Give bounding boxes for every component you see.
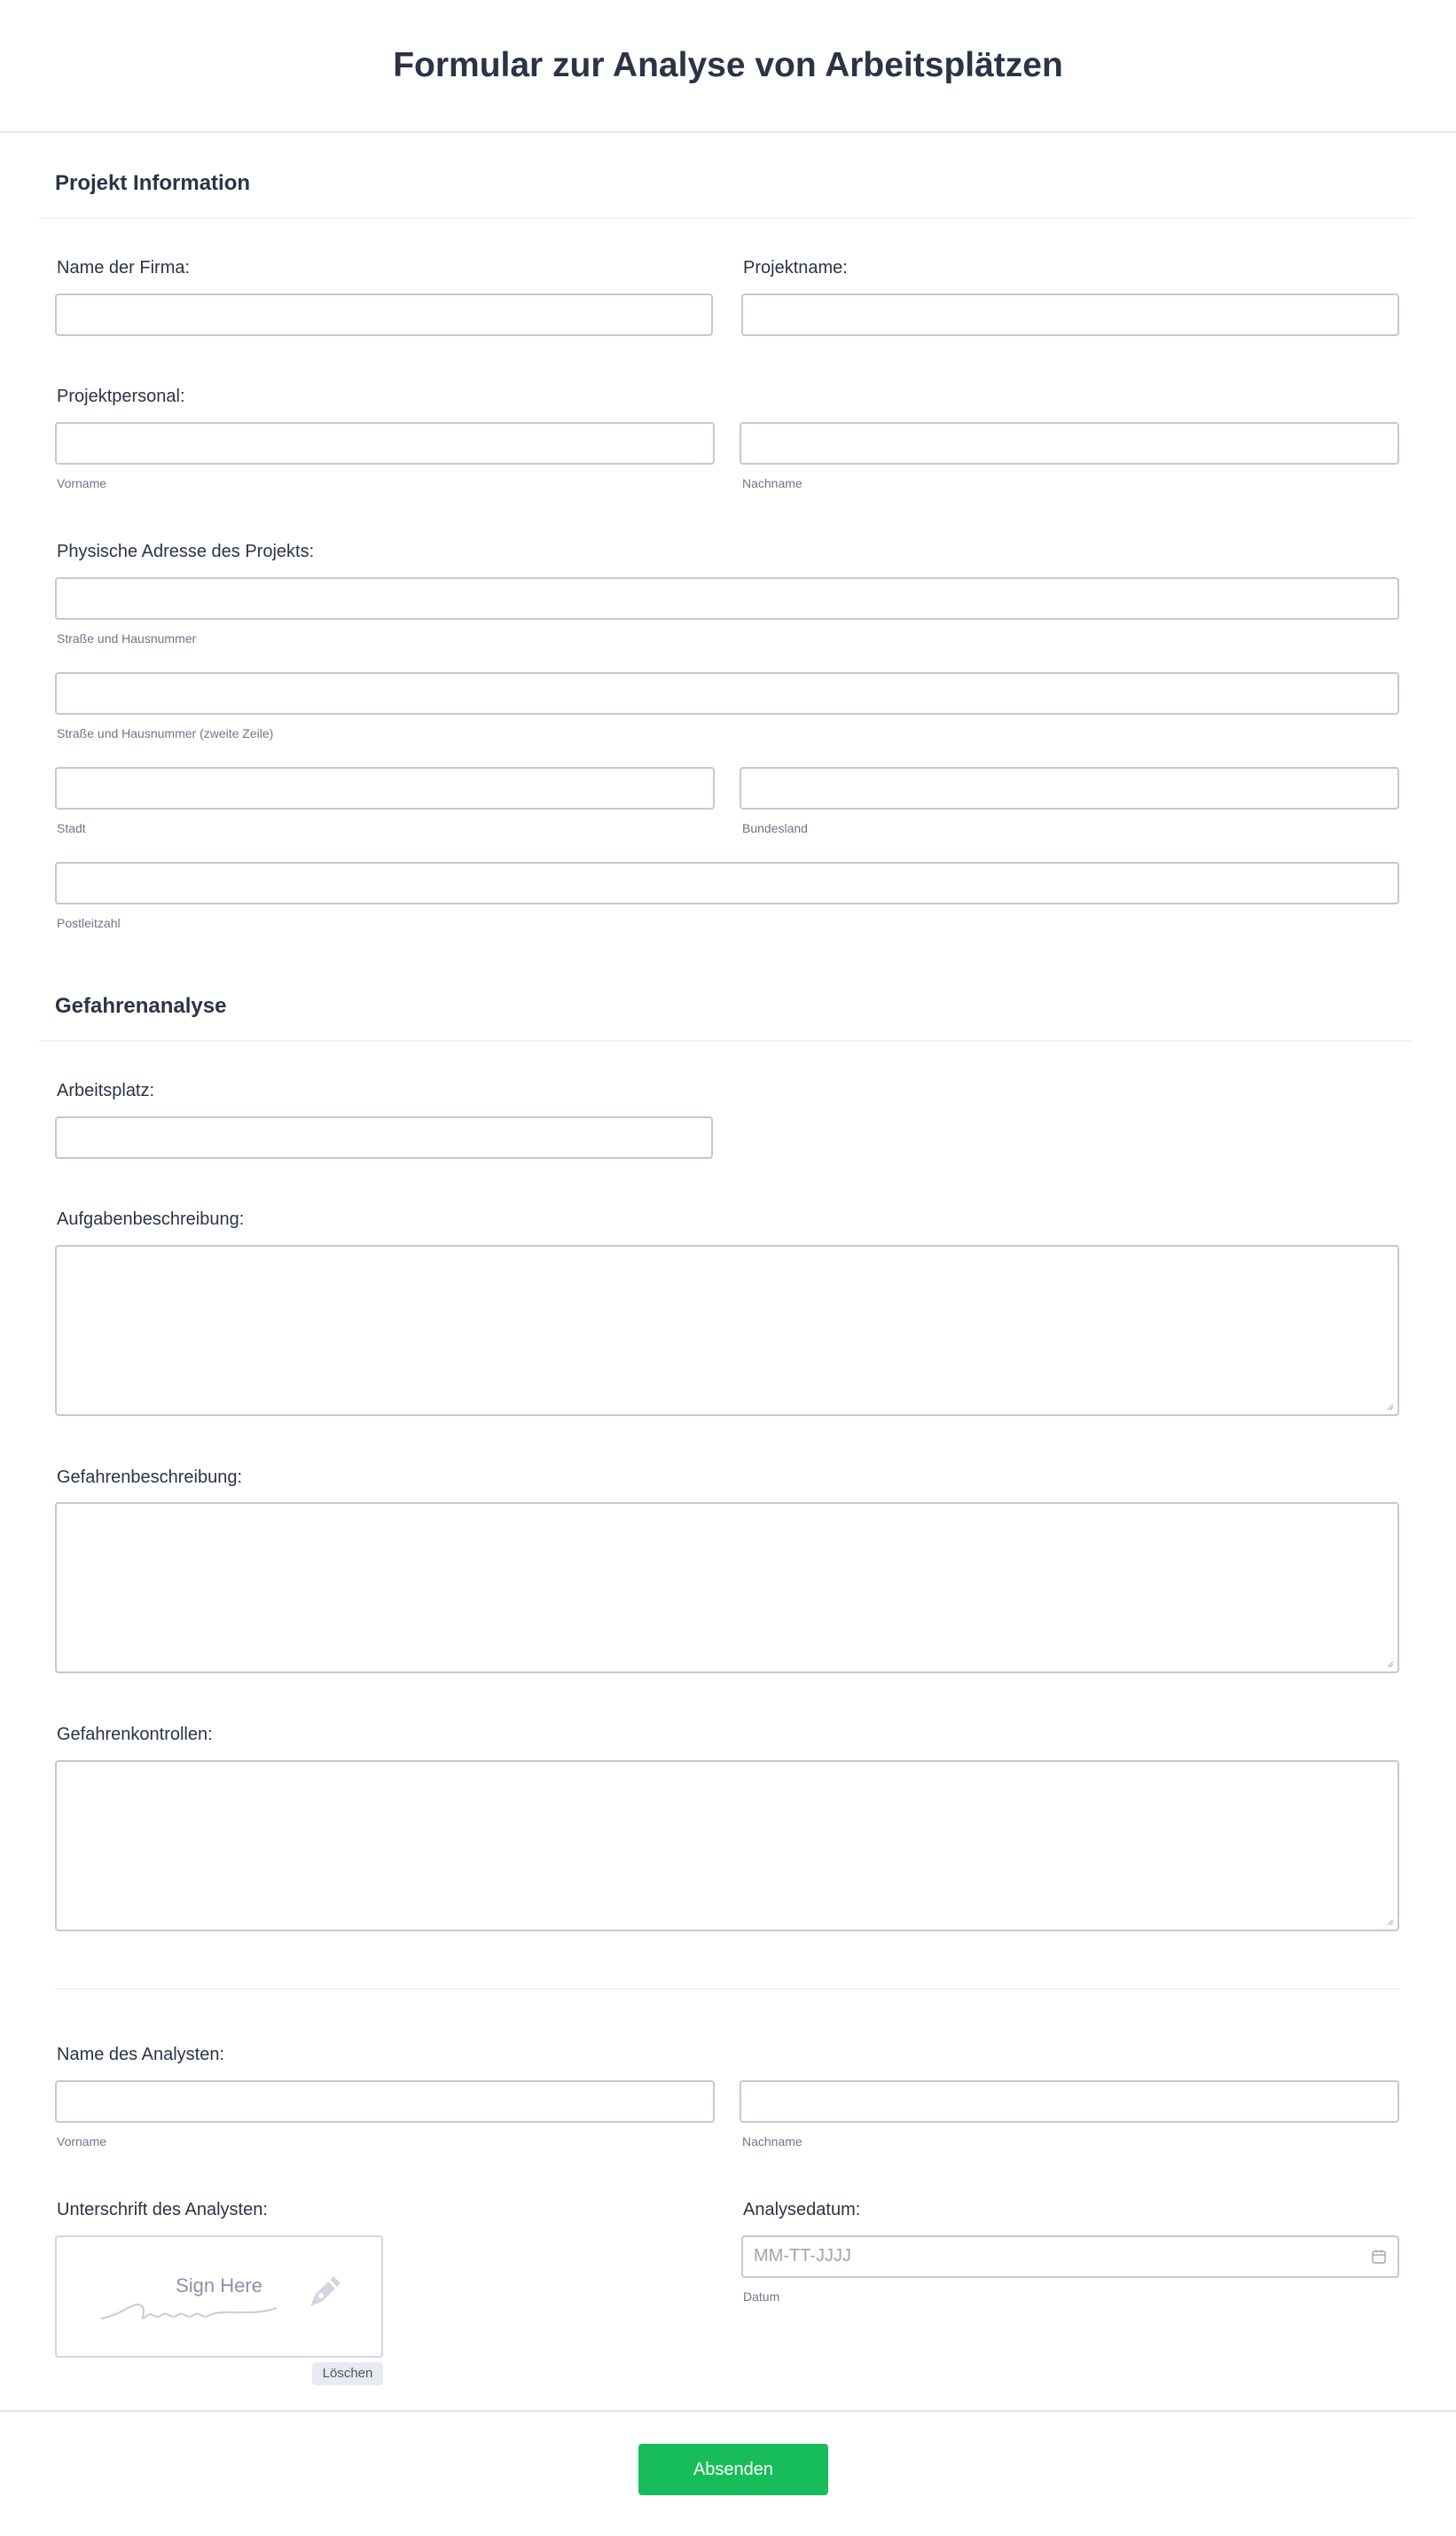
signature-pad[interactable] bbox=[55, 2235, 383, 2358]
date-label: Analysedatum: bbox=[743, 2200, 861, 2219]
resize-grip-icon[interactable] bbox=[1385, 1659, 1394, 1668]
footer-divider bbox=[0, 2410, 1456, 2412]
company-input[interactable] bbox=[55, 294, 713, 336]
analyst-name-label: Name des Analysten: bbox=[57, 2045, 224, 2064]
signature-scribble-icon bbox=[99, 2282, 312, 2326]
hazard-controls-label: Gefahrenkontrollen: bbox=[57, 1725, 213, 1744]
project-name-input[interactable] bbox=[741, 294, 1399, 336]
analyst-first-name-sublabel: Vorname bbox=[57, 2134, 107, 2149]
personnel-label: Projektpersonal: bbox=[57, 387, 185, 406]
state-input[interactable] bbox=[740, 767, 1399, 810]
section-divider bbox=[55, 1988, 1399, 1990]
signature-placeholder: Sign Here bbox=[176, 2274, 262, 2297]
project-name-label: Projektname: bbox=[743, 258, 848, 278]
form-title: Formular zur Analyse von Arbeitsplätzen bbox=[393, 46, 1063, 84]
section-title-project: Projekt Information bbox=[55, 171, 251, 195]
analyst-last-name-sublabel: Nachname bbox=[742, 2134, 802, 2149]
zip-input[interactable] bbox=[55, 862, 1399, 904]
task-textarea[interactable] bbox=[55, 1245, 1399, 1416]
task-label: Aufgabenbeschreibung: bbox=[57, 1209, 245, 1229]
analyst-last-name-input[interactable] bbox=[740, 2080, 1399, 2123]
company-label: Name der Firma: bbox=[57, 258, 191, 278]
date-placeholder: MM-TT-JJJJ bbox=[754, 2246, 851, 2266]
hazard-desc-label: Gefahrenbeschreibung: bbox=[57, 1468, 243, 1487]
state-sublabel: Bundesland bbox=[742, 821, 808, 835]
section-divider bbox=[39, 217, 1413, 219]
section-title-hazard: Gefahrenanalyse bbox=[55, 994, 227, 1018]
personnel-last-name-sublabel: Nachname bbox=[742, 476, 802, 490]
form-header bbox=[0, 0, 1456, 133]
clear-signature-button[interactable]: Löschen bbox=[312, 2362, 383, 2385]
street2-sublabel: Straße und Hausnummer (zweite Zeile) bbox=[57, 726, 274, 740]
personnel-last-name-input[interactable] bbox=[740, 422, 1399, 465]
workplace-label: Arbeitsplatz: bbox=[57, 1081, 155, 1100]
resize-grip-icon[interactable] bbox=[1385, 1917, 1394, 1926]
street2-input[interactable] bbox=[55, 672, 1399, 715]
analyst-first-name-input[interactable] bbox=[55, 2080, 715, 2123]
city-sublabel: Stadt bbox=[57, 821, 86, 835]
section-divider bbox=[39, 1040, 1413, 1042]
submit-button[interactable]: Absenden bbox=[638, 2444, 828, 2495]
street-sublabel: Straße und Hausnummer bbox=[57, 631, 197, 646]
resize-grip-icon[interactable] bbox=[1385, 1402, 1394, 1411]
date-sublabel: Datum bbox=[743, 2289, 780, 2304]
personnel-first-name-sublabel: Vorname bbox=[57, 476, 107, 490]
zip-sublabel: Postleitzahl bbox=[57, 916, 121, 930]
hazard-controls-textarea[interactable] bbox=[55, 1760, 1399, 1931]
personnel-first-name-input[interactable] bbox=[55, 422, 715, 465]
address-label: Physische Adresse des Projekts: bbox=[57, 542, 315, 561]
city-input[interactable] bbox=[55, 767, 715, 810]
signature-label: Unterschrift des Analysten: bbox=[57, 2200, 268, 2219]
date-input[interactable] bbox=[741, 2235, 1399, 2278]
pen-nib-icon bbox=[303, 2273, 344, 2313]
workplace-input[interactable] bbox=[55, 1116, 713, 1159]
street-input[interactable] bbox=[55, 577, 1399, 620]
hazard-desc-textarea[interactable] bbox=[55, 1502, 1399, 1673]
calendar-icon[interactable] bbox=[1371, 2249, 1387, 2265]
